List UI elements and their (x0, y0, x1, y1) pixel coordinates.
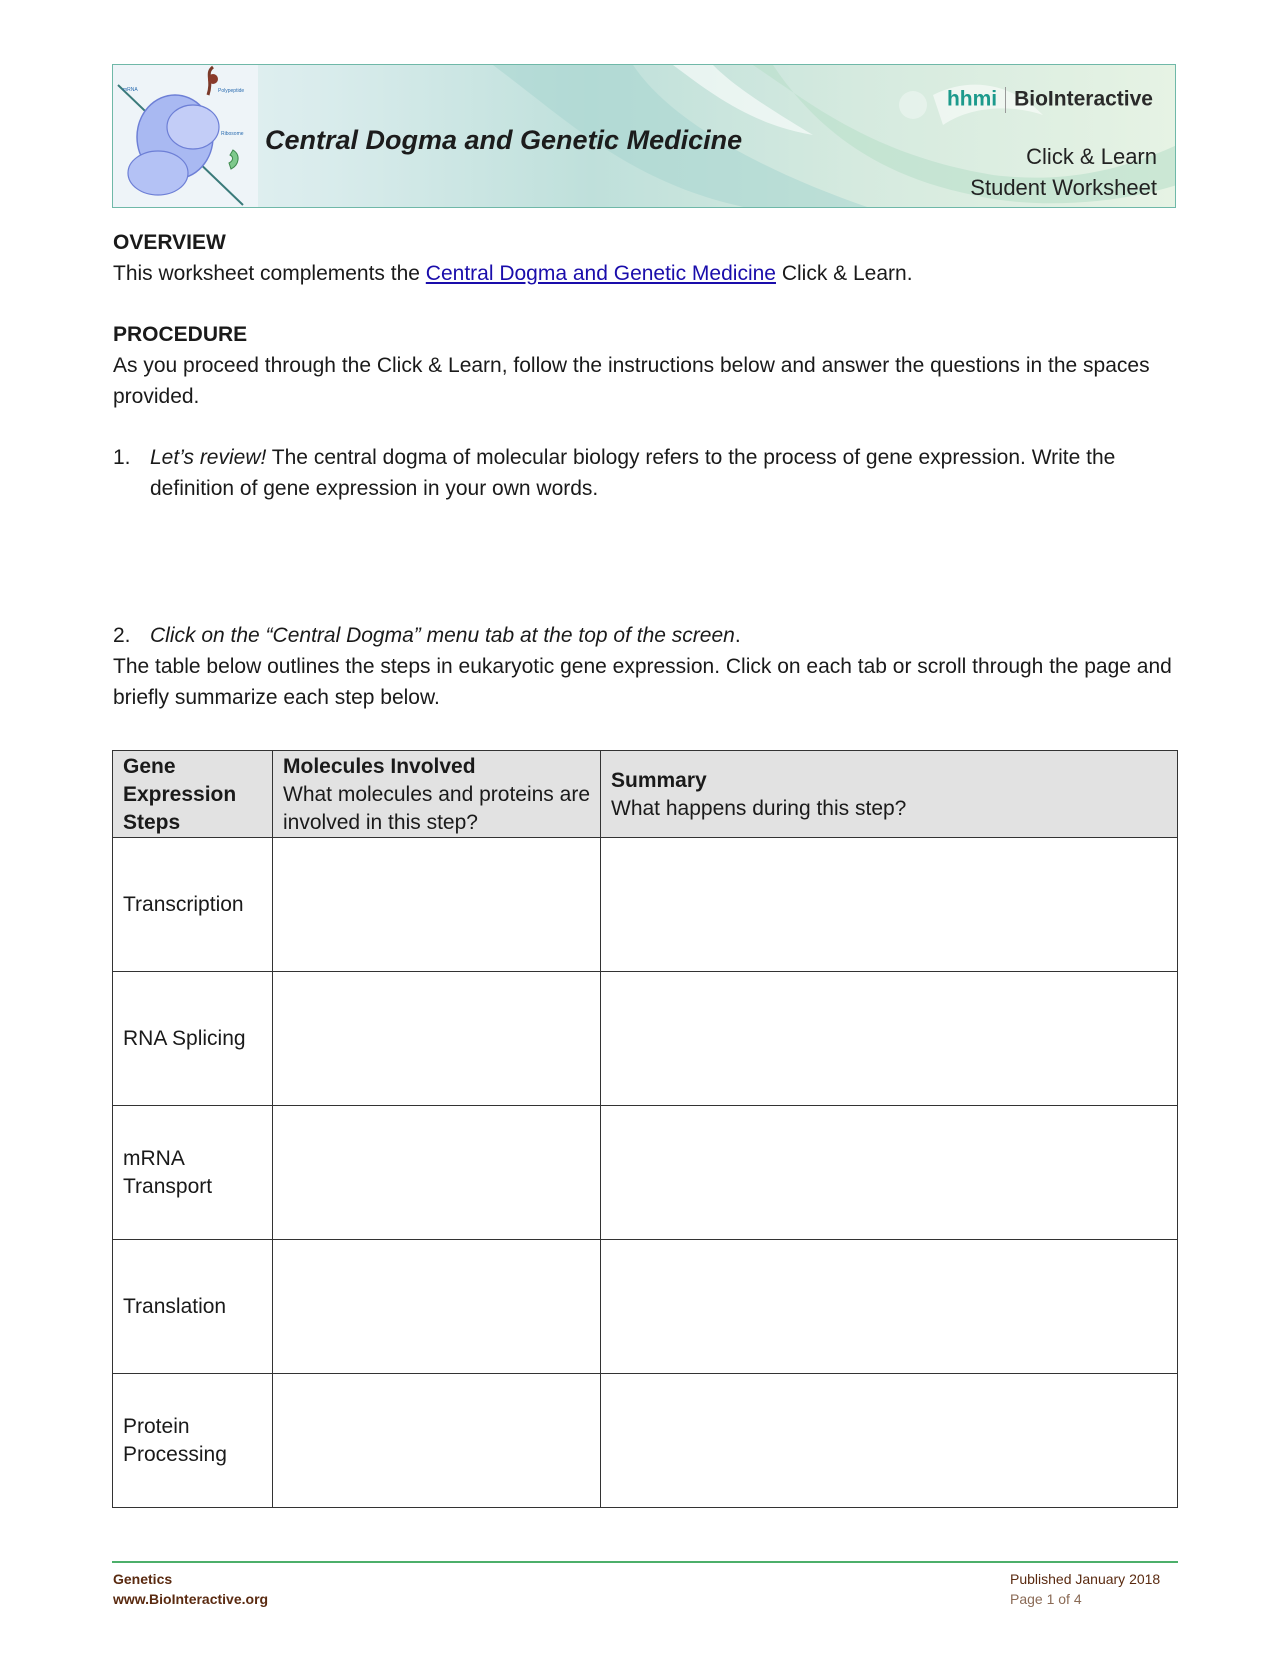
molecules-answer-cell[interactable] (273, 1240, 601, 1374)
table-row (113, 1240, 1178, 1374)
molecules-answer-cell[interactable] (273, 1374, 601, 1508)
row-label-transcription: Transcription (113, 838, 273, 972)
footer-right (1010, 1569, 1160, 1609)
summary-answer-cell[interactable] (601, 972, 1178, 1106)
footer-divider (112, 1561, 1178, 1563)
gene-expression-table (112, 750, 1178, 1508)
summary-answer-cell[interactable] (601, 1240, 1178, 1374)
overview-text-start: This worksheet complements the (113, 262, 426, 285)
answer-space-1 (113, 504, 1183, 620)
question-2-number: 2. (113, 624, 131, 647)
procedure-text: As you proceed through the Click & Learn, follow the instructions below and answer the questions in the spaces provided. (113, 354, 1150, 408)
footer-published: Published January 2018 (1010, 1571, 1161, 1587)
table-row (113, 838, 1178, 972)
hhmi-biointeractive-logo (947, 87, 1153, 113)
overview-text (113, 258, 1183, 289)
subtitle-student-worksheet: Student Worksheet (970, 175, 1157, 200)
molecules-answer-cell[interactable] (273, 838, 601, 972)
worksheet-subtitle (970, 141, 1157, 203)
mrna-label: mRNA (123, 87, 138, 93)
summary-answer-cell[interactable] (601, 1106, 1178, 1240)
question-1-number: 1. (113, 446, 131, 469)
col-header-molecules (273, 751, 601, 838)
question-2-text: . (734, 624, 741, 647)
col-header-molecules-title: Molecules Involved (283, 755, 476, 778)
table-header-row (113, 751, 1178, 838)
table-row (113, 1374, 1178, 1508)
footer-website: www.BioInteractive.org (113, 1591, 269, 1607)
worksheet-body (113, 227, 1183, 713)
ribosome-icon (113, 65, 258, 207)
overview-heading: OVERVIEW (113, 231, 226, 254)
footer-left (113, 1569, 268, 1609)
molecules-answer-cell[interactable] (273, 972, 601, 1106)
procedure-heading: PROCEDURE (113, 323, 248, 346)
overview-text-end: Click & Learn. (775, 262, 913, 285)
col-header-steps: Gene Expression Steps (113, 751, 273, 838)
ribosome-label: Ribosome (221, 131, 244, 137)
click-learn-link[interactable]: Central Dogma and Genetic Medicine (425, 262, 776, 285)
footer-page-number: Page 1 of 4 (1010, 1591, 1082, 1607)
worksheet-title: Central Dogma and Genetic Medicine (265, 125, 743, 155)
col-header-summary-sub: What happens during this step? (611, 797, 907, 820)
row-label-translation: Translation (113, 1240, 273, 1374)
hhmi-logo-text: hhmi (946, 87, 998, 111)
row-label-mrna-transport: mRNA Transport (113, 1106, 273, 1240)
row-label-rna-splicing: RNA Splicing (113, 972, 273, 1106)
ribosome-illustration (113, 65, 258, 207)
question-1-italic: Let’s review! (150, 446, 267, 469)
polypeptide-label: Polypeptide (218, 88, 245, 94)
logo-divider (1005, 87, 1006, 113)
summary-answer-cell[interactable] (601, 1374, 1178, 1508)
question-1-text: The central dogma of molecular biology refers to the process of gene expression. Write the definition of gene expression in your own words. (150, 446, 1116, 500)
header-banner (112, 64, 1176, 208)
row-label-protein-processing: Protein Processing (113, 1374, 273, 1508)
subtitle-click-learn: Click & Learn (1026, 144, 1157, 169)
summary-answer-cell[interactable] (601, 838, 1178, 972)
question-2-followup: The table below outlines the steps in eukaryotic gene expression. Click on each tab or scroll through the page and briefly summarize each step below. (113, 655, 1172, 709)
molecules-answer-cell[interactable] (273, 1106, 601, 1240)
table-row (113, 1106, 1178, 1240)
question-1 (113, 442, 1183, 504)
footer-subject: Genetics (113, 1571, 173, 1587)
question-2 (113, 620, 1183, 651)
table-row (113, 972, 1178, 1106)
biointeractive-logo-text: BioInteractive (1014, 87, 1153, 111)
question-2-italic: Click on the “Central Dogma” menu tab at the top of the screen (150, 624, 735, 647)
col-header-summary (601, 751, 1178, 838)
col-header-summary-title: Summary (611, 769, 707, 792)
col-header-molecules-sub: What molecules and proteins are involved in this step? (283, 783, 590, 834)
